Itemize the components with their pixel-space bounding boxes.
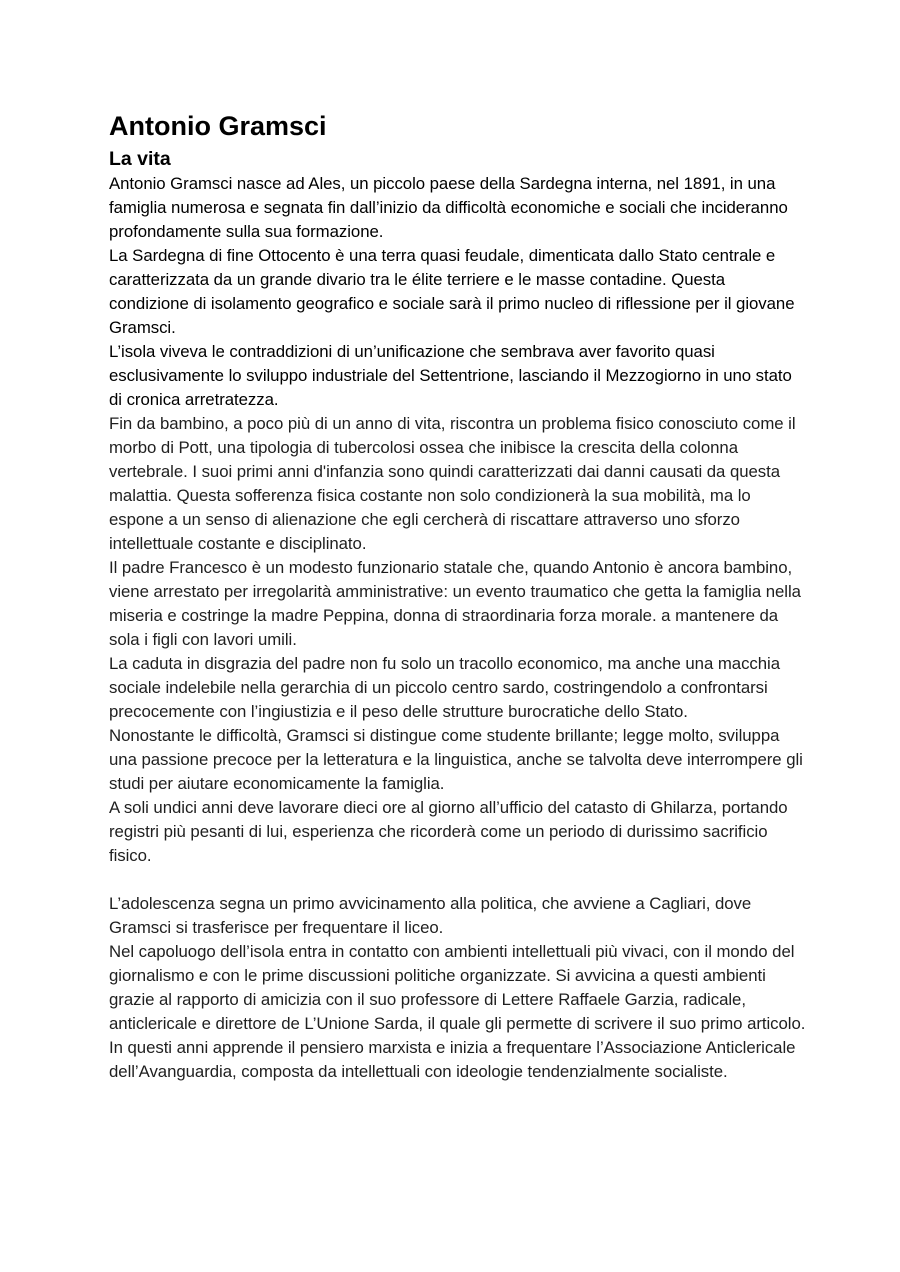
paragraph: La Sardegna di fine Ottocento è una terra quasi feudale, dimenticata dallo Stato centrale e caratterizzata da un grande divario tra le élite terriere e le masse contadine. Questa condizione di isolamento geografico e sociale sarà il primo nucleo di riflessione per il giovane Gramsci. (109, 246, 795, 337)
paragraph-spacer (109, 868, 809, 892)
document-body (109, 108, 809, 1084)
paragraph: A soli undici anni deve lavorare dieci ore al giorno all’ufficio del catasto di Ghilarza, portando registri più pesanti di lui, esperienza che ricorderà come un periodo di durissimo sacrificio fisico. (109, 798, 788, 865)
document-title: Antonio Gramsci (109, 111, 327, 141)
paragraph: Nel capoluogo dell’isola entra in contatto con ambienti intellettuali più vivaci, con il mondo del giornalismo e con le prime discussioni politiche organizzate. Si avvicina a questi ambienti grazie al rapporto di amicizia con il suo professore di Lettere Raffaele Garzia, radicale, anticlericale e direttore de L’Unione Sarda, il quale gli permette di scrivere il suo primo articolo. In questi anni apprende il pensiero marxista e inizia a frequentare l’Associazione Anticlericale dell’Avanguardia, composta da intellettuali con ideologie tendenzialmente socialiste. (109, 942, 806, 1081)
paragraph: L’isola viveva le contraddizioni di un’unificazione che sembrava aver favorito quasi esclusivamente lo sviluppo industriale del Settentrione, lasciando il Mezzogiorno in uno stato di cronica arretratezza. (109, 342, 792, 409)
paragraph: La caduta in disgrazia del padre non fu solo un tracollo economico, ma anche una macchia sociale indelebile nella gerarchia di un piccolo centro sardo, costringendolo a confrontarsi precocemente con l’ingiustizia e il peso delle strutture burocratiche dello Stato. (109, 654, 780, 721)
paragraph: Antonio Gramsci nasce ad Ales, un piccolo paese della Sardegna interna, nel 1891, in una famiglia numerosa e segnata fin dall’inizio da difficoltà economiche e sociali che incideranno profondamente sulla sua formazione. (109, 174, 788, 241)
paragraph: Il padre Francesco è un modesto funzionario statale che, quando Antonio è ancora bambino, viene arrestato per irregolarità amministrative: un evento traumatico che getta la famiglia nella miseria e costringe la madre Peppina, donna di straordinaria forza morale. a mantenere da sola i figli con lavori umili. (109, 558, 801, 649)
paragraph: L’adolescenza segna un primo avvicinamento alla politica, che avviene a Cagliari, dove Gramsci si trasferisce per frequentare il liceo. (109, 894, 752, 937)
paragraph: Fin da bambino, a poco più di un anno di vita, riscontra un problema fisico conosciuto come il morbo di Pott, una tipologia di tubercolosi ossea che inibisce la crescita della colonna vertebrale. I suoi primi anni d'infanzia sono quindi caratterizzati dai danni causati da questa malattia. Questa sofferenza fisica costante non solo condizionerà la sua mobilità, ma lo espone a un senso di alienazione che egli cercherà di riscattare attraverso uno sforzo intellettuale costante e disciplinato. (109, 414, 796, 553)
section-title: La vita (109, 148, 171, 170)
paragraph: Nonostante le difficoltà, Gramsci si distingue come studente brillante; legge molto, sviluppa una passione precoce per la letteratura e la linguistica, anche se talvolta deve interrompere gli studi per aiutare economicamente la famiglia. (109, 726, 803, 793)
